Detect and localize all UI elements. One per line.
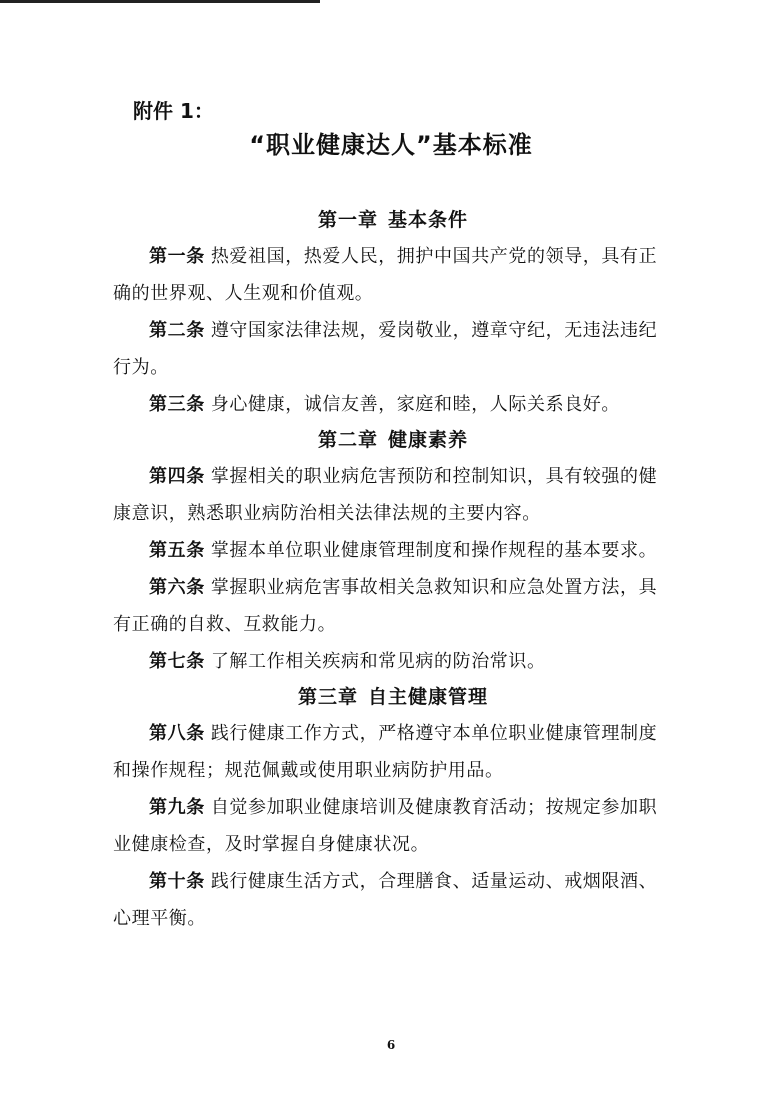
article — [113, 312, 673, 386]
article — [113, 789, 673, 863]
article-number: 第一条 — [149, 246, 205, 267]
article-number: 第十条 — [149, 871, 205, 892]
article-number: 第九条 — [149, 797, 205, 818]
chapter-heading — [113, 680, 673, 715]
article-number: 第八条 — [149, 723, 205, 744]
chapter-number: 第三章 — [297, 686, 358, 708]
article — [113, 643, 673, 680]
article-text: 践行健康工作方式，严格遵守本单位职业健康管理制度和操作规程；规范佩戴或使用职业病防护用品。 — [113, 723, 658, 781]
article-text: 践行健康生活方式，合理膳食、适量运动、戒烟限酒、心理平衡。 — [113, 871, 658, 929]
article — [113, 458, 673, 532]
article-number: 第四条 — [149, 466, 205, 487]
document-title: “职业健康达人”基本标准 — [249, 131, 533, 159]
chapter-heading — [113, 423, 673, 458]
chapter-number: 第一章 — [317, 209, 378, 231]
attachment-label: 附件 1： — [133, 99, 214, 123]
page-number: 6 — [386, 1038, 396, 1052]
article-number: 第六条 — [149, 577, 205, 598]
article-number: 第七条 — [149, 651, 205, 672]
chapter-title: 基本条件 — [388, 209, 469, 231]
article-text: 遵守国家法律法规，爱岗敬业，遵章守纪，无违法违纪行为。 — [113, 320, 658, 378]
article-number: 第五条 — [149, 540, 205, 561]
chapter-title: 自主健康管理 — [368, 686, 489, 708]
article — [113, 238, 673, 312]
article-text: 身心健康，诚信友善，家庭和睦，人际关系良好。 — [210, 394, 621, 415]
chapter-heading — [113, 203, 673, 238]
article-text: 掌握相关的职业病危害预防和控制知识，具有较强的健康意识，熟悉职业病防治相关法律法规的主要内容。 — [113, 466, 658, 524]
article — [113, 863, 673, 937]
chapter-number: 第二章 — [317, 429, 378, 451]
scan-top-border — [0, 0, 320, 3]
article-text: 掌握本单位职业健康管理制度和操作规程的基本要求。 — [210, 540, 658, 561]
article-number: 第三条 — [149, 394, 205, 415]
article — [113, 386, 673, 423]
article — [113, 532, 673, 569]
article-text: 热爱祖国，热爱人民，拥护中国共产党的领导，具有正确的世界观、人生观和价值观。 — [113, 246, 658, 304]
article-text: 掌握职业病危害事故相关急救知识和应急处置方法，具有正确的自救、互救能力。 — [113, 577, 658, 635]
document-body — [113, 203, 673, 937]
article — [113, 715, 673, 789]
article-text: 自觉参加职业健康培训及健康教育活动；按规定参加职业健康检查，及时掌握自身健康状况。 — [113, 797, 658, 855]
chapter-title: 健康素养 — [388, 429, 469, 451]
article-number: 第二条 — [149, 320, 205, 341]
article-text: 了解工作相关疾病和常见病的防治常识。 — [210, 651, 546, 672]
article — [113, 569, 673, 643]
